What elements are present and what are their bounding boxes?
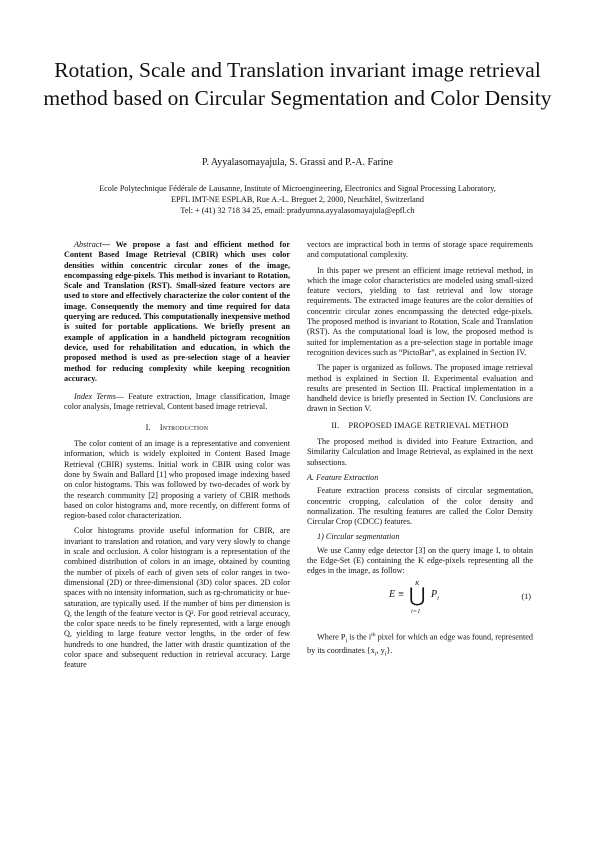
index-terms-text: — Feature extraction, Image classification, Image color analysis, Image retrieval, Content based image retrieval. [64, 392, 290, 412]
section-title: PROPOSED IMAGE RETRIEVAL METHOD [348, 420, 509, 430]
section-heading-method [307, 421, 533, 431]
subsection-heading-a: A. Feature Extraction [307, 472, 379, 482]
section-heading-intro [64, 423, 290, 433]
equation-lower-limit: i=1 [411, 607, 421, 615]
equation-term [431, 590, 439, 604]
superscript-th: th [371, 631, 376, 638]
index-terms-lead: Index Terms [74, 392, 116, 402]
text-run: is the i [347, 632, 372, 642]
index-terms [64, 392, 290, 413]
text-run: Where P [317, 632, 346, 642]
equation-lhs: E ≡ [389, 588, 405, 600]
method-paragraph-1: The proposed method is divided into Feature Extraction, and Similarity Calculation and Image Retrieval, as explained in the next subsections. [307, 437, 533, 467]
text-run: pixel for which an edge was found, represented by its coordinates {x [307, 632, 533, 656]
equation-upper-limit: K [415, 579, 420, 587]
affiliation-line-1: Ecole Polytechnique Fédérale de Lausanne, Institute of Microengineering, Electronics and Signal Processing Laboratory, [99, 184, 496, 193]
circular-paragraph-1: We use Canny edge detector [3] on the query image I, to obtain the Edge-Set (E) containing the K edge-pixels representing all the edges in the image, as follow: [307, 545, 533, 576]
equation-term-symbol: P [431, 588, 438, 600]
author-list: P. Ayyalasomayajula, S. Grassi and P.-A. Farine [201, 157, 393, 168]
text-run: }. [386, 646, 393, 656]
equation-number: (1) [521, 591, 531, 601]
abstract-lead: Abstract [74, 240, 102, 249]
left-column [64, 240, 290, 676]
affiliation-line-2: EPFL IMT-NE ESPLAB, Rue A.-L. Breguet 2, 2000, Neuchâtel, Switzerland [171, 195, 424, 204]
abstract [64, 240, 290, 384]
affiliation-line-3: Tel: + (41) 32 718 34 25, email: pradyumna.ayyalasomayajula@epfl.ch [180, 206, 415, 215]
abstract-text: — We propose a fast and efficient method for Content Based Image Retrieval (CBIR) which uses color densities within concentric circular zones of the image, encompassing edge-pixels. This method is invariant to Rotation, Scale and Translation (RST). Small-sized feature vectors are used to store and effectively characterize the color content of the image. Consequently the memory and time required for data querying are reduced. This computationally inexpensive method is suited for portable applications. We briefly present an example of application in a handheld pictogram recognition device, used for rehabilitation and education, in which the proposed method is used as pre-selection stage of a heavier method for reducing complexity while keeping recognition accuracy. [64, 240, 290, 383]
section-title: Introduction [159, 422, 209, 432]
right-paragraph-2: In this paper we present an efficient image retrieval method, in which the image color characteristics are modeled using small-sized feature vectors, yielding to fast retrieval and low storage requirements. The extracted image features are the color densities of concentric circular zones encompassing the detected edge-pixels. The proposed method is invariant to Rotation, Scale and Translation (RST). As the computational load is low, the proposed method is suited for implementation as a pre-selection stage in portable image recognition devices such as “PictoBar”, as explained in Section IV. [307, 265, 533, 357]
equation-1 [307, 579, 533, 624]
right-paragraph-1: vectors are impractical both in terms of storage space requirements and computational complexity. [307, 240, 533, 260]
after-equation-paragraph: Where $P_i$ is the $i^{th}$ pixel for which an edge was found, represented by its coordinates {$x_i$, $y_i$}. [307, 631, 533, 658]
right-paragraph-3: The paper is organized as follows. The proposed image retrieval method is explained in Section II. Experimental evaluation and results are presented in Section III. Practical implementation in a handheld device is briefly presented in Section IV. Conclusions are drawn in Section V. [307, 363, 533, 414]
text-run: , y [376, 646, 385, 656]
intro-paragraph-2: Color histograms provide useful information for CBIR, are invariant to translation and rotation, and vary very slowly to change in scale and occlusion. A color histogram is a representation of the combined distribution of colors in an image, obtained by counting the number of pixels of each of given sets of color ranges in two-dimensional (2D) or three-dimensional (3D) color spaces. 2D color spaces with no intensity information, such as rg-chromaticity or hue-saturation, are typically used. If the number of bins per dimension is Q, the length of the feature vector is Q². For good retrieval accuracy, the color space needs to be finely represented, with a large enough Q, yielding to large feature vector lengths, in the order of few hundreds to one hundred, the latter with drastic quantization of the color space and subsequent reduction in retrieval accuracy. Large feature [64, 526, 290, 670]
union-symbol: ⋃ [409, 584, 426, 607]
affiliation-block [40, 183, 555, 216]
section-number: II. [331, 420, 340, 430]
subsubsection-heading-1: 1) Circular segmentation [317, 532, 400, 542]
section-number: I. [145, 422, 151, 432]
intro-paragraph-1: The color content of an image is a representative and convenient information, which is widely exploited in Content Based Image Retrieval (CBIR) systems. Initial work in CBIR using color was done by Swain and Ballard [1] who proposed image indexing based on color histograms. This was followed by two-decades of work by the research community [2] proposing a variety of CBIR methods based on color histograms and, more recently, on different forms of region-based color characterization. [64, 439, 290, 521]
right-column [307, 240, 533, 665]
paper-title: Rotation, Scale and Translation invariant image retrieval method based on Circular Segmentation and Color Density [43, 58, 552, 110]
feature-paragraph-1: Feature extraction process consists of circular segmentation, concentric cropping, calculation of the color density and normalization. The resulting features are called the Color Density Circular Crop (CDCC) features. [307, 486, 533, 527]
equation-term-subscript: i [437, 594, 439, 602]
